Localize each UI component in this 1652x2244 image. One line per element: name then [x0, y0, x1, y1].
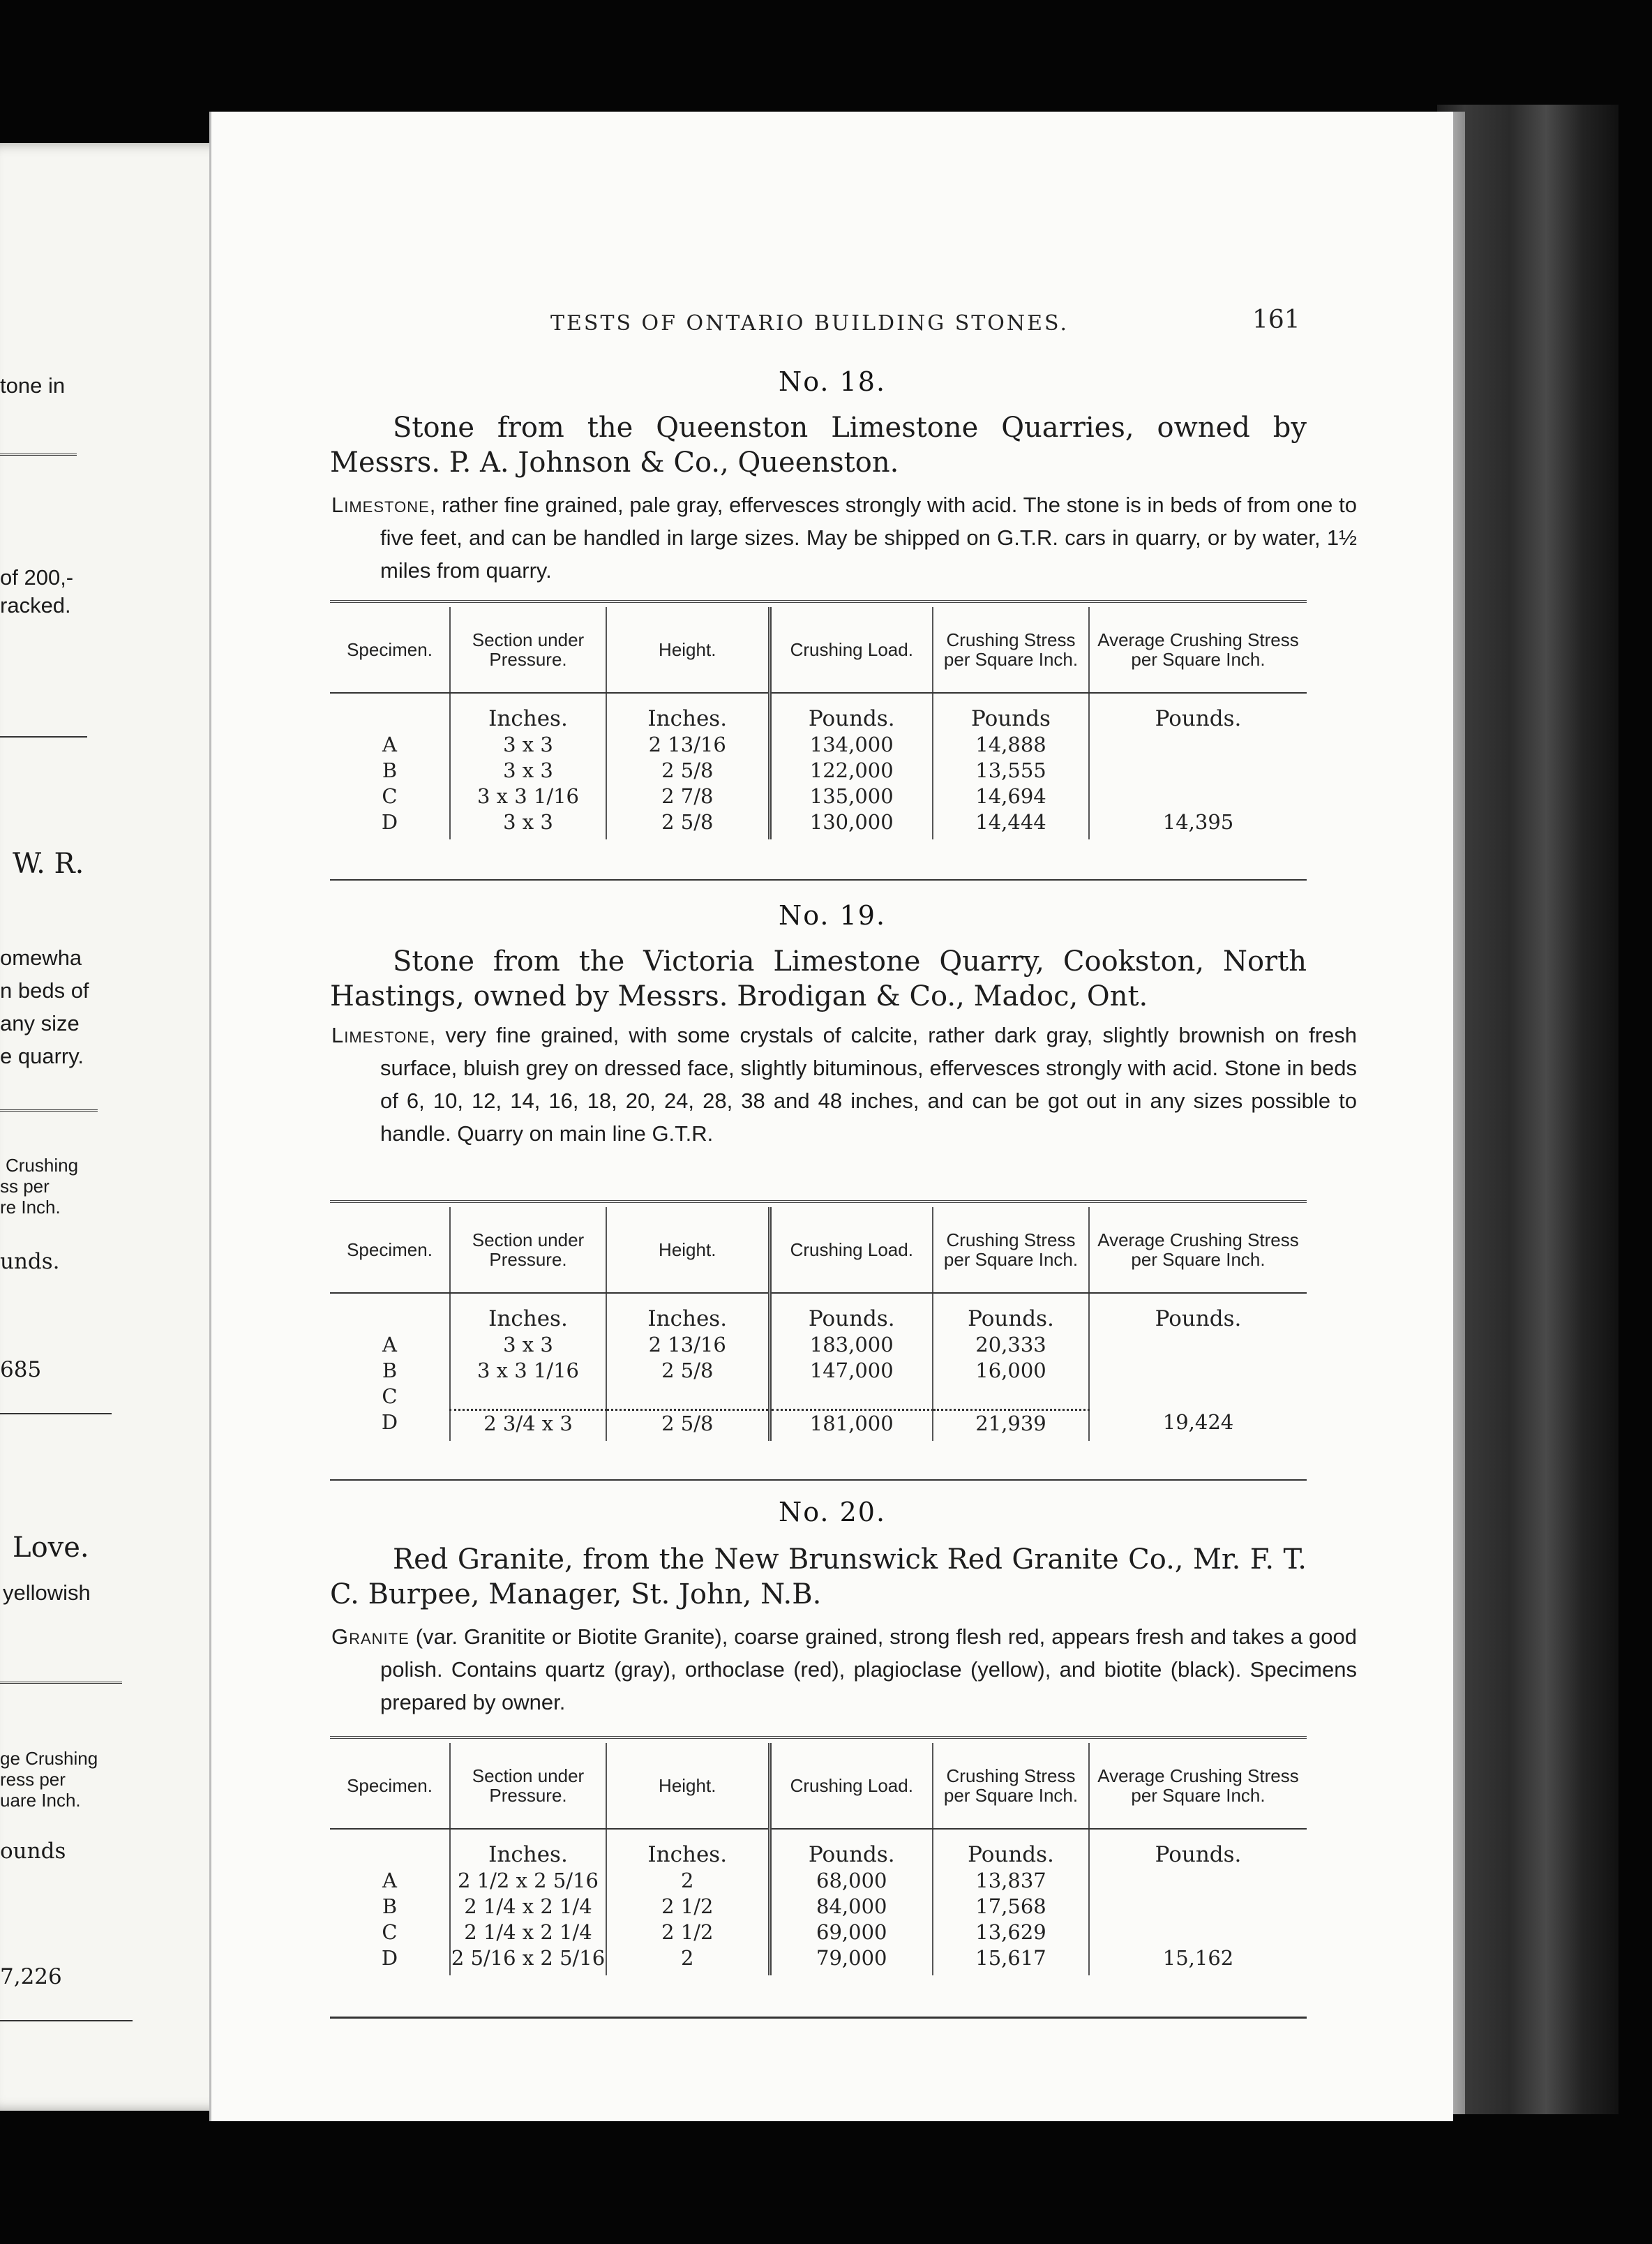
col-header-section: Section under Pressure.: [450, 1207, 606, 1293]
table-row: [330, 1384, 1307, 1409]
cell-average: [1089, 1868, 1307, 1894]
unit-cell: Pounds.: [769, 1293, 933, 1332]
left-text-line: ounds: [0, 1839, 66, 1864]
col-header-load: Crushing Load.: [769, 1207, 933, 1293]
description-text: , very fine grained, with some crystals of calcite, rather dark gray, slightly brownish on fresh surface, bluish grey on dressed face, slightly bituminous, effervesces strongly with acid. Stone in beds of 6, 10, 12, 14, 16, 18, 20, 24, 28, 38 and 48 inches, and can be got out in any sizes possible to handle. Quarry on main line G.T.R.: [380, 1023, 1357, 1146]
col-header-average: Average Crushing Stress per Square Inch.: [1089, 1743, 1307, 1829]
cell-section: 3 x 3: [450, 809, 606, 839]
left-text-line: Love.: [13, 1532, 89, 1564]
cell-average: [1089, 1384, 1307, 1409]
left-text-line: of 200,-: [0, 565, 74, 590]
cell-load: 130,000: [769, 809, 933, 839]
divider: [0, 2020, 133, 2021]
col-header-stress: Crushing Stress per Square Inch.: [933, 1207, 1089, 1293]
unit-cell: Inches.: [450, 693, 606, 732]
table-bottom-rule: [330, 879, 1307, 881]
cell-specimen: B: [382, 758, 398, 782]
description-text: (var. Granitite or Biotite Granite), coarse grained, strong flesh red, appears fresh and takes a good polish. Contains quartz (gray), orthoclase (red), plagioclase (yellow), and biotite (black). Specimens prepared by owner.: [380, 1624, 1357, 1714]
unit-cell: Inches.: [450, 1829, 606, 1868]
cell-specimen: A: [382, 1333, 397, 1356]
section-number: No. 19.: [778, 900, 887, 931]
cell-load: 147,000: [769, 1358, 933, 1384]
section-number: No. 18.: [778, 366, 887, 397]
cell-stress: [933, 1384, 1089, 1409]
results-table: [330, 1207, 1307, 1441]
cell-average: [1089, 784, 1307, 809]
cell-height: 2 5/8: [606, 809, 769, 839]
unit-cell: Pounds.: [769, 1829, 933, 1868]
cell-stress: 13,629: [933, 1920, 1089, 1945]
table-top-rule: [330, 1200, 1307, 1207]
left-text-line: omewha: [0, 945, 82, 970]
left-text-line: racked.: [0, 593, 71, 618]
section-description: [331, 488, 1357, 587]
col-header-section: Section under Pressure.: [450, 607, 606, 693]
cell-load: 122,000: [769, 758, 933, 784]
left-text-line: re Inch.: [0, 1197, 61, 1218]
table-row: [330, 1409, 1307, 1441]
divider: [0, 1413, 112, 1414]
cell-average: [1089, 732, 1307, 758]
col-header-stress: Crushing Stress per Square Inch.: [933, 607, 1089, 693]
cell-height: 2 13/16: [606, 732, 769, 758]
cell-load: 135,000: [769, 784, 933, 809]
cell-specimen: D: [381, 1410, 398, 1434]
left-text-line: ress per: [0, 1769, 66, 1790]
left-facing-page: [0, 143, 237, 2111]
section-number: No. 20.: [778, 1497, 887, 1527]
cell-height: 2: [606, 1868, 769, 1894]
cell-stress: 14,888: [933, 732, 1089, 758]
left-text-line: uare Inch.: [0, 1790, 81, 1811]
unit-cell: Pounds.: [933, 1293, 1089, 1332]
section-heading: Stone from the Victoria Limestone Quarry, Cookston, North Hastings, owned by Messrs. Brodigan & Co., Madoc, Ont.: [330, 945, 1307, 1012]
left-text-line: 685: [0, 1357, 42, 1382]
cell-specimen: C: [382, 1920, 398, 1944]
cell-average: 14,395: [1089, 809, 1307, 839]
table-row: [330, 1945, 1307, 1975]
unit-cell: Pounds.: [933, 1829, 1089, 1868]
col-header-average: Average Crushing Stress per Square Inch.: [1089, 1207, 1307, 1293]
left-text-line: e quarry.: [0, 1044, 84, 1068]
page-number: 161: [1252, 306, 1300, 334]
cell-average: [1089, 1920, 1307, 1945]
table-row: [330, 1894, 1307, 1920]
cell-specimen: A: [382, 1869, 397, 1892]
section-heading: Red Granite, from the New Brunswick Red Granite Co., Mr. F. T. C. Burpee, Manager, St. John, N.B.: [330, 1543, 1307, 1610]
left-text-line: Crushing: [6, 1155, 79, 1176]
cell-height: 2 1/2: [606, 1920, 769, 1945]
description-text: , rather fine grained, pale gray, effervesces strongly with acid. The stone is in beds of from one to five feet, and can be handled in large sizes. May be shipped on G.T.R. cars in quarry, or by water, 1½ miles from quarry.: [380, 493, 1357, 583]
col-header-average: Average Crushing Stress per Square Inch.: [1089, 607, 1307, 693]
table-row: [330, 809, 1307, 839]
cell-section: 3 x 3 1/16: [450, 784, 606, 809]
cell-section: [450, 1384, 606, 1409]
cell-specimen: C: [382, 1384, 398, 1408]
unit-cell: Pounds.: [1089, 693, 1307, 732]
left-text-line: n beds of: [0, 978, 89, 1003]
left-text-line: any size: [0, 1011, 80, 1035]
cell-section: 3 x 3: [450, 758, 606, 784]
cell-section: 2 1/2 x 2 5/16: [450, 1868, 606, 1894]
col-header-height: Height.: [606, 1207, 769, 1293]
col-header-specimen: Specimen.: [330, 1207, 450, 1293]
cell-average: [1089, 1894, 1307, 1920]
col-header-load: Crushing Load.: [769, 607, 933, 693]
cell-average: 19,424: [1089, 1409, 1307, 1441]
table-row: [330, 784, 1307, 809]
cell-section: 2 5/16 x 2 5/16: [450, 1945, 606, 1975]
table-top-rule: [330, 600, 1307, 607]
cell-load: 84,000: [769, 1894, 933, 1920]
unit-cell: Inches.: [606, 1293, 769, 1332]
left-text-line: ss per: [0, 1176, 50, 1197]
cell-section: 2 1/4 x 2 1/4: [450, 1894, 606, 1920]
cell-load: 181,000: [769, 1409, 933, 1441]
table-row: [330, 758, 1307, 784]
cell-load: 79,000: [769, 1945, 933, 1975]
left-text-line: ge Crushing: [0, 1748, 98, 1769]
cell-stress: 13,837: [933, 1868, 1089, 1894]
col-header-height: Height.: [606, 607, 769, 693]
unit-cell: Pounds.: [769, 693, 933, 732]
col-header-load: Crushing Load.: [769, 1743, 933, 1829]
cell-load: 68,000: [769, 1868, 933, 1894]
left-text-line: W. R.: [13, 848, 84, 880]
page: [209, 112, 1453, 2121]
col-header-specimen: Specimen.: [330, 607, 450, 693]
table-row: [330, 1920, 1307, 1945]
table-bottom-rule: [330, 2017, 1307, 2019]
rock-type: Limestone: [331, 493, 430, 517]
results-table: [330, 1743, 1307, 1975]
table-row: [330, 1332, 1307, 1358]
table-bottom-rule: [330, 1479, 1307, 1481]
cell-section: 3 x 3 1/16: [450, 1358, 606, 1384]
divider: [0, 1109, 98, 1114]
cell-section: 3 x 3: [450, 1332, 606, 1358]
left-text-line: yellowish: [3, 1580, 91, 1605]
cell-stress: 14,444: [933, 809, 1089, 839]
section-heading: Stone from the Queenston Limestone Quarries, owned by Messrs. P. A. Johnson & Co., Queenston.: [330, 412, 1307, 479]
cell-height: 2 13/16: [606, 1332, 769, 1358]
results-table: [330, 607, 1307, 839]
cell-height: 2 5/8: [606, 1409, 769, 1441]
cell-average: [1089, 1332, 1307, 1358]
cell-average: [1089, 1358, 1307, 1384]
col-header-specimen: Specimen.: [330, 1743, 450, 1829]
cell-height: 2 1/2: [606, 1894, 769, 1920]
cell-average: [1089, 758, 1307, 784]
cell-average: 15,162: [1089, 1945, 1307, 1975]
col-header-stress: Crushing Stress per Square Inch.: [933, 1743, 1089, 1829]
cell-specimen: B: [382, 1359, 398, 1382]
left-text-line: unds.: [0, 1249, 60, 1274]
cell-specimen: A: [382, 733, 397, 756]
section-description: [331, 1019, 1357, 1150]
left-text-line: 7,226: [0, 1964, 62, 1989]
cell-load: 69,000: [769, 1920, 933, 1945]
cell-stress: 20,333: [933, 1332, 1089, 1358]
cell-stress: 14,694: [933, 784, 1089, 809]
unit-cell: Inches.: [606, 693, 769, 732]
cell-height: [606, 1384, 769, 1409]
unit-cell: Inches.: [606, 1829, 769, 1868]
cell-section: 2 3/4 x 3: [450, 1409, 606, 1441]
unit-cell: Inches.: [450, 1293, 606, 1332]
cell-height: 2: [606, 1945, 769, 1975]
cell-stress: 13,555: [933, 758, 1089, 784]
unit-cell: Pounds.: [1089, 1293, 1307, 1332]
col-header-section: Section under Pressure.: [450, 1743, 606, 1829]
section-description: [331, 1620, 1357, 1719]
cell-height: 2 5/8: [606, 1358, 769, 1384]
unit-cell: Pounds.: [1089, 1829, 1307, 1868]
unit-cell: Pounds: [933, 693, 1089, 732]
col-header-height: Height.: [606, 1743, 769, 1829]
cell-specimen: D: [381, 810, 398, 834]
cell-stress: 15,617: [933, 1945, 1089, 1975]
cell-load: [769, 1384, 933, 1409]
cell-stress: 17,568: [933, 1894, 1089, 1920]
cell-specimen: D: [381, 1946, 398, 1970]
cell-height: 2 7/8: [606, 784, 769, 809]
cell-section: 3 x 3: [450, 732, 606, 758]
cell-load: 183,000: [769, 1332, 933, 1358]
cell-height: 2 5/8: [606, 758, 769, 784]
rock-type: Limestone: [331, 1023, 430, 1047]
cell-load: 134,000: [769, 732, 933, 758]
table-row: [330, 1868, 1307, 1894]
table-row: [330, 732, 1307, 758]
cell-specimen: B: [382, 1894, 398, 1918]
running-header: TESTS OF ONTARIO BUILDING STONES.: [550, 311, 1069, 336]
rock-type: Granite: [331, 1624, 410, 1649]
table-top-rule: [330, 1736, 1307, 1743]
divider: [0, 1682, 122, 1686]
cell-specimen: C: [382, 784, 398, 808]
cell-stress: 16,000: [933, 1358, 1089, 1384]
table-row: [330, 1358, 1307, 1384]
cell-stress: 21,939: [933, 1409, 1089, 1441]
cell-section: 2 1/4 x 2 1/4: [450, 1920, 606, 1945]
left-text-line: tone in: [0, 373, 66, 398]
divider: [0, 454, 77, 458]
divider: [0, 736, 87, 738]
